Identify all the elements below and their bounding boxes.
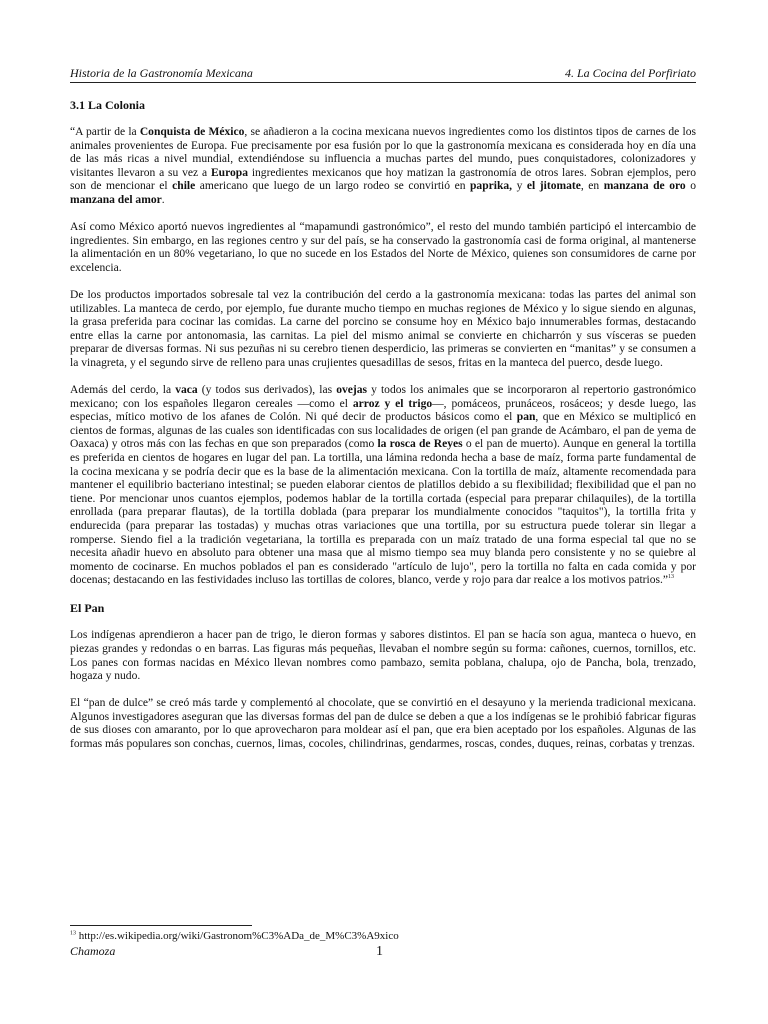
header-book-title: Historia de la Gastronomía Mexicana <box>70 66 253 80</box>
paragraph: El “pan de dulce” se creó más tarde y complementó al chocolate, que se convirtió en el desayuno y la merienda tradicional mexicana. Algunos investigadores aseguran que las diversas formas del pan de dulce se deben a que a los indígenas se le prohibió fabricar figuras de sus dioses con amaranto, por lo que aprovecharon para moldear así el pan, que era bien aceptado por los españoles. Algunas de las formas más populares son conchas, cuernos, limas, cocoles, chilindrinas, gendarmes, roscas, condes, duques, reinas, corbatas y trenzas. <box>70 697 696 751</box>
bold-term: manzana del amor <box>70 193 162 206</box>
bold-term: el jitomate <box>526 180 581 193</box>
body-text <box>70 98 696 765</box>
paragraph: “A partir de la Conquista de México, se añadieron a la cocina mexicana nuevos ingredientes como los distintos tipos de carnes de los animales provenientes de Europa. Fue precisamente por esa fusión por lo que la gastronomía mexicana es considerada hoy en día una de las más ricas a nivel mundial, extendiéndose su influencia a muchas partes del mundo, pues conquistadores, colonizadores y visitantes llevaron a su vez a Europa ingredientes mexicanos que hoy matizan la gastronomía de otros lares. Sobran ejemplos, pero son de mencionar el chile americano que luego de un largo rodeo se convirtió en paprika, y el jitomate, en manzana de oro o manzana del amor. <box>70 126 696 206</box>
bold-term: paprika, <box>470 180 513 193</box>
header-chapter-title: 4. La Cocina del Porfiriato <box>564 66 696 80</box>
bold-term: chile <box>172 180 196 193</box>
running-header <box>70 66 696 83</box>
bold-term: la rosca de Reyes <box>377 438 463 451</box>
bold-term: manzana de oro <box>603 180 686 193</box>
paragraph: Además del cerdo, la vaca (y todos sus derivados), las ovejas y todos los animales que se incorporaron al repertorio gastronómico mexicano; con los españoles llegaron cereales —como el arroz y el trigo—, pomáceos, prunáceos, rosáceos; y desde luego, las especias, mítico motivo de los afanes de Colón. Ni qué decir de productos básicos como el pan, que en México se multiplicó en cientos de formas, algunas de las cuales son identificadas con sus localidades de origen (el pan grande de Acámbaro, el pan de yema de Oaxaca) y otros más con las fechas en que son preparados (como la rosca de Reyes o el pan de muerto). Aunque en general la tortilla es preferida en cientos de hogares en lugar del pan. La tortilla, una lámina redonda hecha a base de maíz, forma parte fundamental de la cocina mexicana y se podría decir que es la base de la alimentación mexicana. Con la tortilla de maíz, altamente recomendada para mantener el equilibrio bacteriano intestinal; se pueden elaborar cientos de platillos debido a su flexibilidad; flexibilidad que el pan no tiene. Por mencionar unos cuantos ejemplos, podemos hablar de la tortilla cortada (especial para preparar chilaquiles), de la tortilla enrollada (para preparar flautas), de la tortilla doblada (para preparar los mundialmente conocidos "taquitos"), la tortilla frita y endurecida (para preparar las tostadas) y muchas otras variaciones que una tortilla, por su estructura puede tolerar sin llegar a romperse. Siendo fiel a la tradición vegetariana, la tortilla es preparada con un maíz tratado de una forma especial tal que no se necesita añadir huevo en absoluto para obtener una masa que al mismo tiempo sea muy blanda pero consistente y no se quiebre al momento de cocinarse. En muchos poblados el pan es considerado "artículo de lujo", pero la tortilla no falta en cada comida y por docenas; destacando en las festividades incluso las tortillas de colores, blanco, verde y rojo para dar realce a los motivos patrios.”$^{13}$ <box>70 384 696 587</box>
bold-term: arroz y el trigo <box>352 397 433 410</box>
footnote <box>70 930 399 943</box>
bold-term: Europa <box>210 166 248 179</box>
page-number: 1 <box>376 944 383 959</box>
bold-term: ovejas <box>336 384 367 396</box>
footnote-url: http://es.wikipedia.org/wiki/Gastronom%C3%ADa_de_M%C3%A9xico <box>76 930 399 942</box>
bold-term: Conquista de México <box>139 126 245 138</box>
paragraph: De los productos importados sobresale tal vez la contribución del cerdo a la gastronomía mexicana: todas las partes del animal son utilizables. La manteca de cerdo, por ejemplo, fue durante mucho tiempo en muchas regiones de México y lo sigue siendo en algunas, la grasa preferida para cocinar las comidas. La carne del porcino se consume hoy en México bajo innumerables formas, destacando entre ellas la carne por antonomasia, las carnitas. La piel del mismo animal se convierte en chicharrón y sus vísceras se pueden preparar de diversas formas. Ni sus pezuñas ni su cerebro tienen desperdicio, las primeras se convierten en “manitas” y se consumen a la vinagreta, y el segundo sirve de relleno para unas crujientes quesadillas de sesos, fritas en la manteca del puerco, desde luego. <box>70 288 696 369</box>
footer-author: Chamoza <box>70 944 116 958</box>
bold-term: vaca <box>175 384 198 396</box>
section-heading-el-pan: El Pan <box>70 601 105 616</box>
footnote-marker: 13 <box>70 930 76 937</box>
footnote-separator <box>70 925 252 926</box>
section-heading-la-colonia: 3.1 La Colonia <box>70 98 146 112</box>
footnote-reference: 13 <box>668 574 674 581</box>
paragraph: Así como México aportó nuevos ingredientes al “mapamundi gastronómico”, el resto del mundo también participó el intercambio de ingredientes. Sin embargo, en las regiones centro y sur del país, se ha conservado la gastronomía casi de forma original, al mantenerse la alimentación en un 80% vegetariano, lo que no sucede en los Estados del Norte de México, quienes son consumidores de carne por excelencia. <box>70 221 696 274</box>
paragraph: Los indígenas aprendieron a hacer pan de trigo, le dieron formas y sabores distintos. El pan se hacía son agua, manteca o huevo, en piezas grandes y redondas o en barras. Las figuras más pequeñas, llevaban el nombre según su forma: cañones, cuernos, tornillos, etc. Los panes con formas nacidas en México llevan nombres como pambazo, semita poblana, chalupa, ojo de Pancha, bola, trenzado, hogaza y nudo. <box>70 629 696 683</box>
bold-term: pan <box>516 411 536 424</box>
